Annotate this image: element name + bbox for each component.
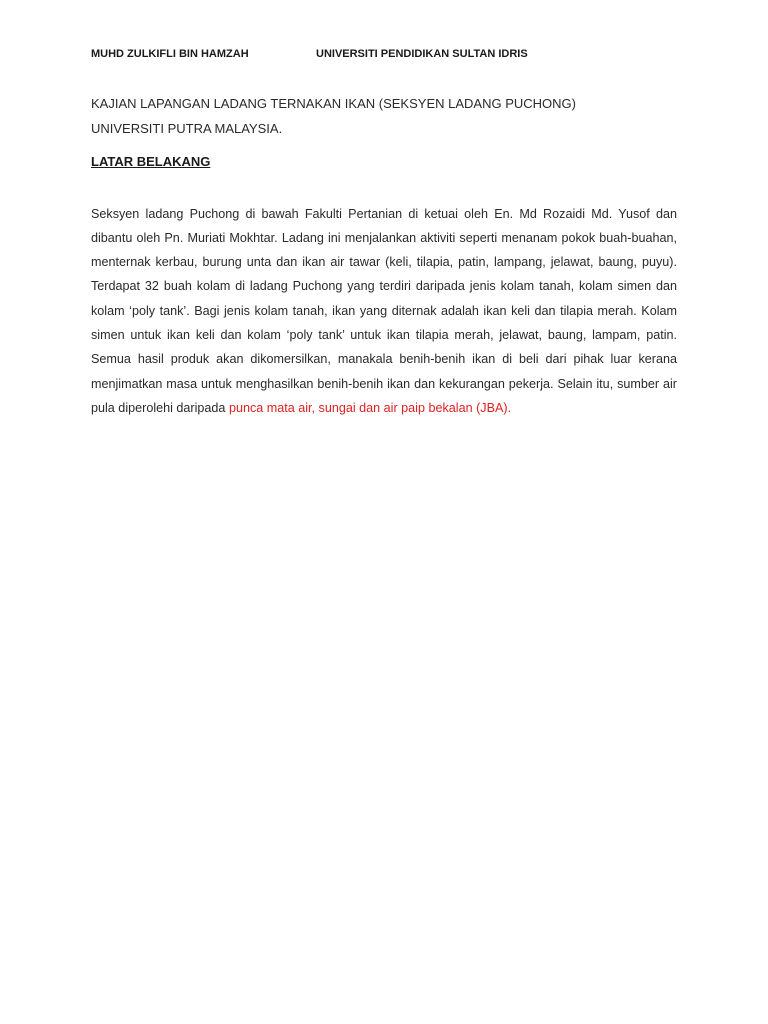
paragraph-main-text: Seksyen ladang Puchong di bawah Fakulti Pertanian di ketuai oleh En. Md Rozaidi Md. Yusof dan dibantu oleh Pn. Muriati Mokhtar. Ladang ini menjalankan aktiviti seperti menanam pokok buah-buahan, menternak kerbau, burung unta dan ikan air tawar (keli, tilapia, patin, lampang, jelawat, baung, puyu). Terdapat 32 buah kolam di ladang Puchong yang terdiri daripada jenis kolam tanah, kolam simen dan kolam ‘poly tank’. Bagi jenis kolam tanah, ikan yang diternak adalah ikan keli dan tilapia merah. Kolam simen untuk ikan keli dan kolam ‘poly tank’ untuk ikan tilapia merah, jelawat, baung, lampam, patin. Semua hasil produk akan dikomersilkan, manakala benih-benih ikan di beli dari pihak luar kerana menjimatkan masa untuk menghasilkan benih-benih ikan dan kekurangan pekerja. Selain itu, sumber air pula diperolehi daripada	[91, 206, 677, 415]
title-line-2: UNIVERSITI PUTRA MALAYSIA.	[91, 121, 283, 136]
page-header	[91, 48, 691, 66]
paragraph-end: .	[507, 400, 512, 415]
water-source-highlight: punca mata air, sungai dan air paip bekalan (JBA)	[228, 400, 508, 415]
university-name: UNIVERSITI PENDIDIKAN SULTAN IDRIS	[316, 48, 528, 60]
title-line-1: KAJIAN LAPANGAN LADANG TERNAKAN IKAN (SEKSYEN LADANG PUCHONG)	[91, 96, 576, 111]
section-heading: LATAR BELAKANG	[91, 154, 211, 169]
document-title	[91, 91, 681, 141]
body-paragraph	[91, 202, 677, 421]
author-name: MUHD ZULKIFLI BIN HAMZAH	[91, 48, 249, 60]
